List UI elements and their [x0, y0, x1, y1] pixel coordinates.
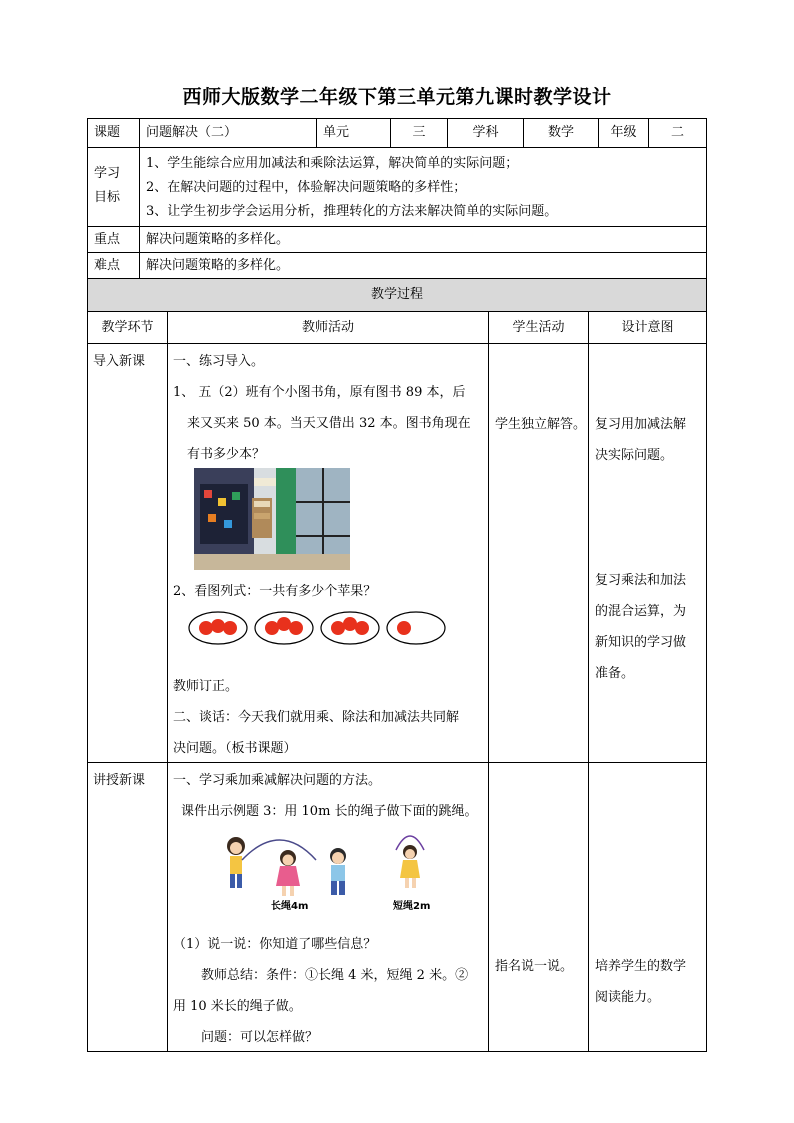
teacher-line: 二、谈话：今天我们就用乘、除法和加减法共同解 [173, 710, 460, 725]
key-point-label [87, 226, 140, 253]
boy [330, 848, 346, 895]
topic-value-text: 问题解决（二） [146, 125, 238, 140]
process-title [87, 278, 707, 312]
subject-value [523, 118, 599, 148]
section1-stage-cell [87, 343, 168, 763]
unit-label [316, 118, 391, 148]
col-header-teacher [167, 311, 489, 344]
col-header-intent-text: 设计意图 [621, 319, 674, 335]
teacher-line: 一、学习乘加乘减解决问题的方法。 [173, 773, 382, 788]
intent-line: 新知识的学习做 [595, 635, 687, 650]
section1-student: 学生独立解答。 [495, 417, 587, 432]
girl-short-rope [396, 836, 424, 888]
subject-label-text: 学科 [472, 125, 499, 140]
girl-left [227, 837, 245, 888]
intent-line: 培养学生的数学 [595, 959, 687, 974]
col-header-intent [588, 311, 707, 344]
topic-value [139, 118, 317, 148]
unit-value [390, 118, 448, 148]
subject-label [447, 118, 524, 148]
long-rope-label: 长绳4m [271, 901, 309, 912]
goal-item: 2、在解决问题的过程中，体验解决问题策略的多样性； [146, 180, 467, 195]
key-point-value [139, 226, 707, 253]
difficulty-value [139, 252, 707, 279]
teacher-line: 用 10 米长的绳子做。 [173, 999, 302, 1014]
intent-line: 阅读能力。 [595, 990, 661, 1005]
short-rope-label: 短绳2m [393, 901, 431, 912]
col-header-student [488, 311, 589, 344]
col-header-stage [87, 311, 168, 344]
teacher-line: 课件出示例题 3：用 10m 长的绳子做下面的跳绳。 [181, 804, 478, 819]
teacher-line: 一、练习导入。 [173, 354, 265, 369]
goal-item: 3、让学生初步学会运用分析，推理转化的方法来解决简单的实际问题。 [146, 204, 558, 219]
apple-plate-3 [321, 612, 379, 644]
section1-student-cell [488, 343, 589, 763]
section2-student: 指名说一说。 [495, 959, 574, 974]
teacher-line: 有书多少本？ [187, 447, 266, 462]
teacher-line: 1、 五（2）班有个小图书角，原有图书 89 本，后 [173, 385, 466, 400]
topic-label-text: 课题 [94, 125, 121, 140]
teacher-line: 问题：可以怎样做？ [201, 1030, 319, 1045]
girl-middle [276, 850, 300, 896]
apple-plate-2 [255, 612, 313, 644]
apple-plates-picture [188, 608, 446, 646]
subject-value-text: 数学 [547, 125, 574, 140]
teacher-line: 决问题。（板书课题） [173, 741, 297, 756]
section2-intent-cell [588, 762, 707, 1052]
page-title: 西师大版数学二年级下第三单元第九课时教学设计 [182, 86, 612, 108]
difficulty-label-text: 难点 [94, 257, 121, 273]
section2-name: 讲授新课 [93, 773, 146, 788]
intent-line: 复习用加减法解 [595, 417, 687, 432]
intent-line: 复习乘法和加法 [595, 573, 687, 588]
key-point-value-text: 解决问题策略的多样化。 [146, 231, 290, 247]
section1-intent-cell [588, 343, 707, 763]
goals-content [139, 147, 707, 227]
grade-label [598, 118, 649, 148]
grade-value [648, 118, 707, 148]
goals-label-line1: 学习 [94, 166, 121, 181]
topic-label [87, 118, 140, 148]
intent-line: 的混合运算，为 [595, 604, 687, 619]
section2-stage-cell [87, 762, 168, 1052]
process-title-text: 教学过程 [370, 287, 423, 302]
grade-label-text: 年级 [610, 125, 637, 140]
goals-label-line2: 目标 [94, 190, 121, 205]
intent-line: 决实际问题。 [595, 448, 674, 463]
key-point-label-text: 重点 [94, 231, 121, 247]
teacher-line: 2、看图列式：一共有多少个苹果？ [173, 584, 377, 599]
library-photo [194, 468, 350, 570]
teacher-line: （1）说一说：你知道了哪些信息？ [173, 937, 377, 952]
section1-name: 导入新课 [93, 354, 146, 369]
col-header-teacher-text: 教师活动 [301, 319, 354, 335]
col-header-student-text: 学生活动 [512, 319, 565, 335]
teacher-line: 教师订正。 [173, 679, 239, 694]
unit-value-text: 三 [412, 125, 426, 140]
difficulty-label [87, 252, 140, 279]
difficulty-value-text: 解决问题策略的多样化。 [146, 257, 290, 273]
goal-item: 1、学生能综合应用加减法和乘除法运算，解决简单的实际问题； [146, 156, 519, 171]
teacher-line: 来又买来 50 本。当天又借出 32 本。图书角现在 [187, 416, 471, 431]
apple-plate-1 [189, 612, 247, 644]
grade-value-text: 二 [670, 125, 684, 140]
goals-label [87, 147, 140, 227]
col-header-stage-text: 教学环节 [101, 319, 154, 335]
section2-student-cell [488, 762, 589, 1052]
unit-label-text: 单元 [323, 125, 350, 140]
intent-line: 准备。 [595, 666, 635, 681]
teacher-line: 教师总结：条件：①长绳 4 米，短绳 2 米。② [201, 968, 469, 983]
apple-plate-4 [387, 612, 445, 644]
